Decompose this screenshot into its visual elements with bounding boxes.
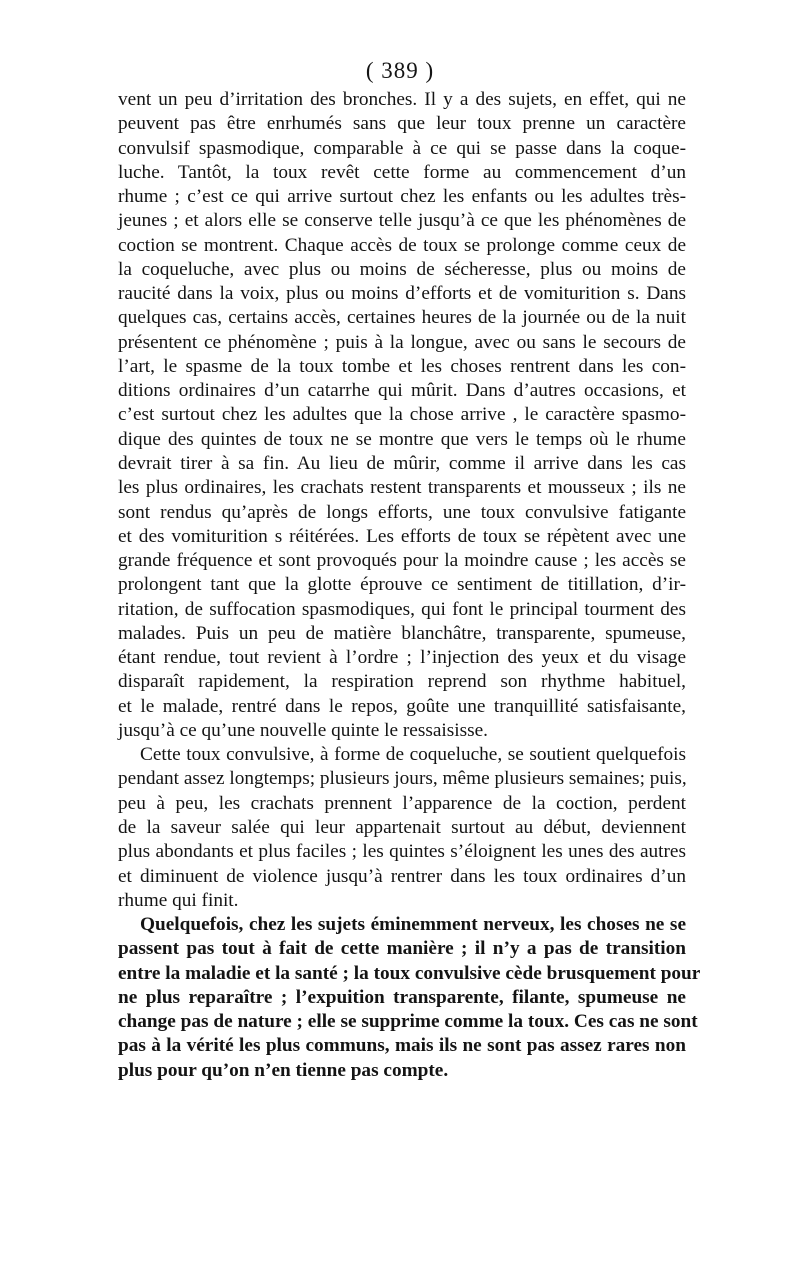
text-line: raucité dans la voix, plus ou moins d’efforts et de vomiturition s. Dans [118,283,686,305]
text-line: la coqueluche, avec plus ou moins de sécheresse, plus ou moins de [118,258,686,280]
text-line: et des vomiturition s réitérées. Les efforts de toux se répètent avec une [118,525,686,547]
text-line: jusqu’à ce qu’une nouvelle quinte le ressaisisse. [118,719,488,741]
paragraph [118,88,686,743]
text-line: quelques cas, certains accès, certaines heures de la journée ou de la nuit [118,307,686,329]
text-line: disparaît rapidement, la respiration reprend son rhythme habituel, [118,671,686,693]
text-line: présentent ce phénomène ; puis à la longue, avec ou sans le secours de [118,331,686,353]
text-line: passent pas tout à fait de cette manière ; il n’y a pas de transition [118,938,686,960]
text-line: entre la maladie et la santé ; la toux convulsive cède brusquement pour [118,962,701,984]
text-line: peuvent pas être enrhumés sans que leur toux prenne un caractère [118,113,686,135]
text-line: convulsif spasmodique, comparable à ce qui se passe dans la coque- [118,137,686,159]
text-line: plus abondants et plus faciles ; les quintes s’éloignent les unes des autres [118,841,686,863]
text-line: prolongent tant que la glotte éprouve ce sentiment de titillation, d’ir- [118,574,686,596]
text-line: ritation, de suffocation spasmodiques, qui font le principal tourment des [118,598,686,620]
text-line: rhume ; c’est ce qui arrive surtout chez les enfants ou les adultes très- [118,186,686,208]
page-number: ( 389 ) [365,58,435,83]
text-line: jeunes ; et alors elle se conserve telle jusqu’à ce que les phénomènes de [118,210,686,232]
text-line: Quelquefois, chez les sujets éminemment nerveux, les choses ne se [140,914,686,936]
text-line: plus pour qu’on n’en tienne pas compte. [118,1059,449,1081]
text-line: étant rendue, tout revient à l’ordre ; l’injection des yeux et du visage [118,647,686,669]
text-line: Cette toux convulsive, à forme de coqueluche, se soutient quelquefois [140,744,686,766]
text-line: sont rendus qu’après de longs efforts, une toux convulsive fatigante [118,501,686,523]
paragraph [118,913,701,1083]
text-line: ditions ordinaires d’un catarrhe qui mûrit. Dans d’autres occasions, et [118,380,686,402]
text-line: devrait tirer à sa fin. Au lieu de mûrir, comme il arrive dans les cas [118,452,686,474]
text-line: change pas de nature ; elle se supprime comme la toux. Ces cas ne sont [118,1011,698,1033]
text-line: rhume qui finit. [118,889,239,911]
text-line: vent un peu d’irritation des bronches. Il y a des sujets, en effet, qui ne [118,89,686,110]
text-line: les plus ordinaires, les crachats restent transparents et mousseux ; ils ne [118,477,686,499]
text-line: pendant assez longtemps; plusieurs jours, même plusieurs semaines; puis, [118,768,687,790]
body-text [118,88,701,1083]
text-line: l’art, le spasme de la toux tombe et les choses rentrent dans les con- [118,355,686,377]
text-line: ne plus reparaître ; l’expuition transparente, filante, spumeuse ne [118,986,686,1008]
text-line: pas à la vérité les plus communs, mais ils ne sont pas assez rares non [118,1035,686,1057]
text-line: et le malade, rentré dans le repos, goûte une tranquillité satisfaisante, [118,695,686,717]
text-line: c’est surtout chez les adultes que la chose arrive , le caractère spasmo- [118,404,686,426]
paragraph [118,743,686,913]
text-line: et diminuent de violence jusqu’à rentrer dans les toux ordinaires d’un [118,865,686,887]
text-line: luche. Tantôt, la toux revêt cette forme au commencement d’un [118,161,686,183]
text-line: peu à peu, les crachats prennent l’apparence de la coction, perdent [118,792,686,814]
text-line: de la saveur salée qui leur appartenait surtout au début, deviennent [118,816,686,838]
text-line: coction se montrent. Chaque accès de toux se prolonge comme ceux de [118,234,686,256]
text-line: dique des quintes de toux ne se montre que vers le temps où le rhume [118,428,686,450]
text-line: malades. Puis un peu de matière blanchâtre, transparente, spumeuse, [118,622,686,644]
text-line: grande fréquence et sont provoqués pour la moindre cause ; les accès se [118,550,686,572]
